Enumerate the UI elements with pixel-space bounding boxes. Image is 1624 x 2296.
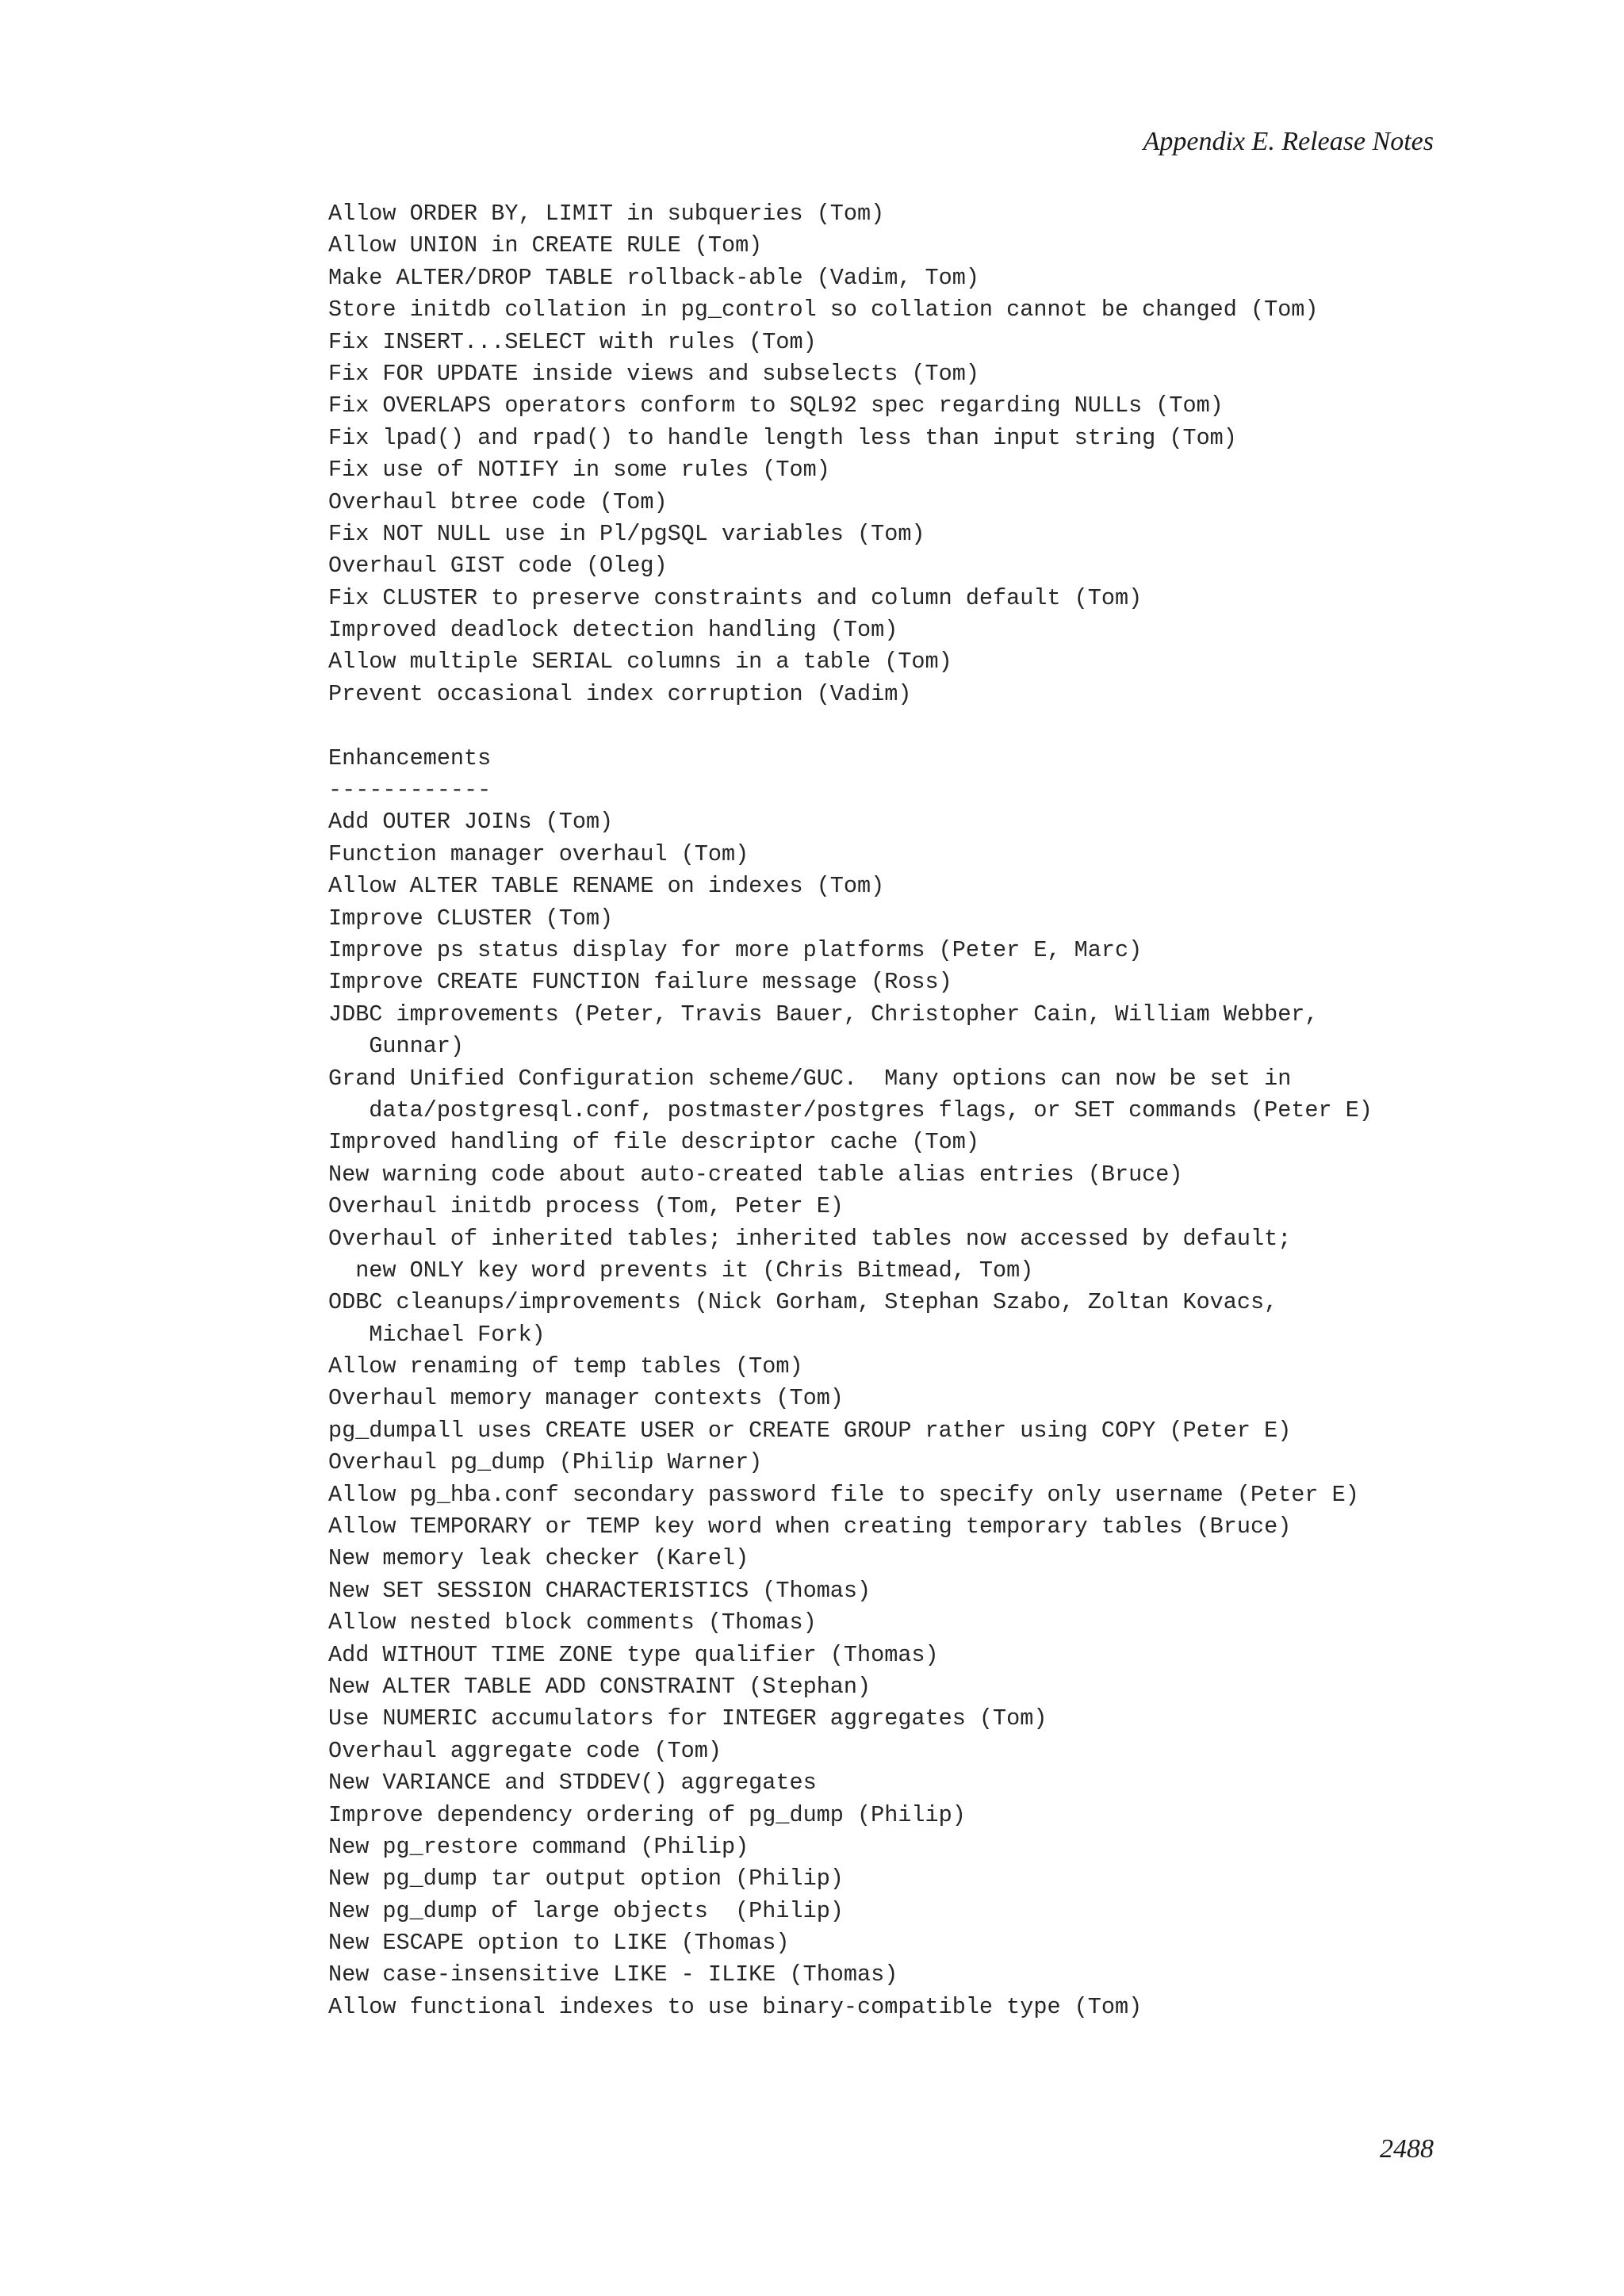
text-line: New pg_dump tar output option (Philip) [328,1866,844,1892]
text-line: Improved deadlock detection handling (Tom) [328,617,898,644]
text-line: Fix CLUSTER to preserve constraints and column default (Tom) [328,584,1143,611]
text-line: Allow renaming of temp tables (Tom) [328,1353,803,1380]
section-heading: Enhancements [328,744,492,771]
text-line: Michael Fork) [328,1321,546,1348]
text-line: New memory leak checker (Karel) [328,1545,749,1572]
text-line: Allow UNION in CREATE RULE (Tom) [328,232,763,259]
text-line: Improve ps status display for more platforms (Peter E, Marc) [328,936,1143,963]
text-line: Overhaul pg_dump (Philip Warner) [328,1449,763,1476]
text-line: Improve CLUSTER (Tom) [328,905,614,932]
text-line: Improve CREATE FUNCTION failure message (Ross) [328,969,952,996]
text-line: Add OUTER JOINs (Tom) [328,809,614,836]
text-line: pg_dumpall uses CREATE USER or CREATE GROUP rather using COPY (Peter E) [328,1417,1292,1444]
text-line: data/postgresql.conf, postmaster/postgres flags, or SET commands (Peter E) [328,1096,1373,1123]
text-line: Allow nested block comments (Thomas) [328,1609,817,1636]
text-line: Improved handling of file descriptor cache (Tom) [328,1129,979,1156]
text-line: Fix FOR UPDATE inside views and subselects (Tom) [328,360,979,387]
text-line: Fix use of NOTIFY in some rules (Tom) [328,457,830,484]
text-line: Improve dependency ordering of pg_dump (Philip) [328,1801,966,1828]
text-line: Prevent occasional index corruption (Vadim) [328,680,912,707]
text-line: Overhaul btree code (Tom) [328,488,668,515]
text-line: Allow TEMPORARY or TEMP key word when creating temporary tables (Bruce) [328,1513,1292,1540]
text-line: Add WITHOUT TIME ZONE type qualifier (Thomas) [328,1641,939,1668]
text-line: Overhaul of inherited tables; inherited tables now accessed by default; [328,1225,1292,1252]
text-line: Fix OVERLAPS operators conform to SQL92 spec regarding NULLs (Tom) [328,392,1224,419]
text-line: New warning code about auto-created table alias entries (Bruce) [328,1161,1183,1188]
text-line: New pg_restore command (Philip) [328,1833,749,1860]
blank-line [328,710,1502,742]
text-line: Store initdb collation in pg_control so collation cannot be changed (Tom) [328,297,1319,323]
text-line: ODBC cleanups/improvements (Nick Gorham, Stephan Szabo, Zoltan Kovacs, [328,1289,1278,1316]
text-line: New VARIANCE and STDDEV() aggregates [328,1770,817,1797]
text-line: Fix lpad() and rpad() to handle length less than input string (Tom) [328,424,1237,451]
text-line: Allow ALTER TABLE RENAME on indexes (Tom) [328,873,885,900]
text-line: Allow pg_hba.conf secondary password file to specify only username (Peter E) [328,1481,1359,1508]
text-line: Overhaul memory manager contexts (Tom) [328,1385,844,1412]
text-line: Gunnar) [328,1033,465,1060]
text-line: JDBC improvements (Peter, Travis Bauer, Christopher Cain, William Webber, [328,1001,1319,1027]
text-line: Allow ORDER BY, LIMIT in subqueries (Tom) [328,201,885,227]
text-line: Make ALTER/DROP TABLE rollback-able (Vadim, Tom) [328,264,979,291]
release-notes-body [328,198,1502,2023]
text-line: Allow functional indexes to use binary-compatible type (Tom) [328,1993,1143,2020]
text-line: Overhaul aggregate code (Tom) [328,1737,722,1764]
section-underline: ------------ [328,777,492,804]
text-line: Overhaul initdb process (Tom, Peter E) [328,1193,844,1220]
text-line: Fix INSERT...SELECT with rules (Tom) [328,328,817,355]
text-line: Use NUMERIC accumulators for INTEGER aggregates (Tom) [328,1705,1048,1732]
text-line: New case-insensitive LIKE - ILIKE (Thomas) [328,1961,898,1988]
text-line: new ONLY key word prevents it (Chris Bitmead, Tom) [328,1257,1034,1284]
text-line: Function manager overhaul (Tom) [328,840,749,867]
text-line: Overhaul GIST code (Oleg) [328,553,668,580]
text-line: Fix NOT NULL use in Pl/pgSQL variables (Tom) [328,520,925,547]
text-line: Grand Unified Configuration scheme/GUC. Many options can now be set in [328,1065,1292,1092]
page-number: 2488 [1380,2134,1434,2164]
running-header: Appendix E. Release Notes [1143,127,1434,156]
text-line: Allow multiple SERIAL columns in a table (Tom) [328,649,952,675]
text-line: New ALTER TABLE ADD CONSTRAINT (Stephan) [328,1673,871,1700]
text-line: New SET SESSION CHARACTERISTICS (Thomas) [328,1577,871,1604]
text-line: New ESCAPE option to LIKE (Thomas) [328,1930,790,1957]
text-line: New pg_dump of large objects (Philip) [328,1897,844,1924]
